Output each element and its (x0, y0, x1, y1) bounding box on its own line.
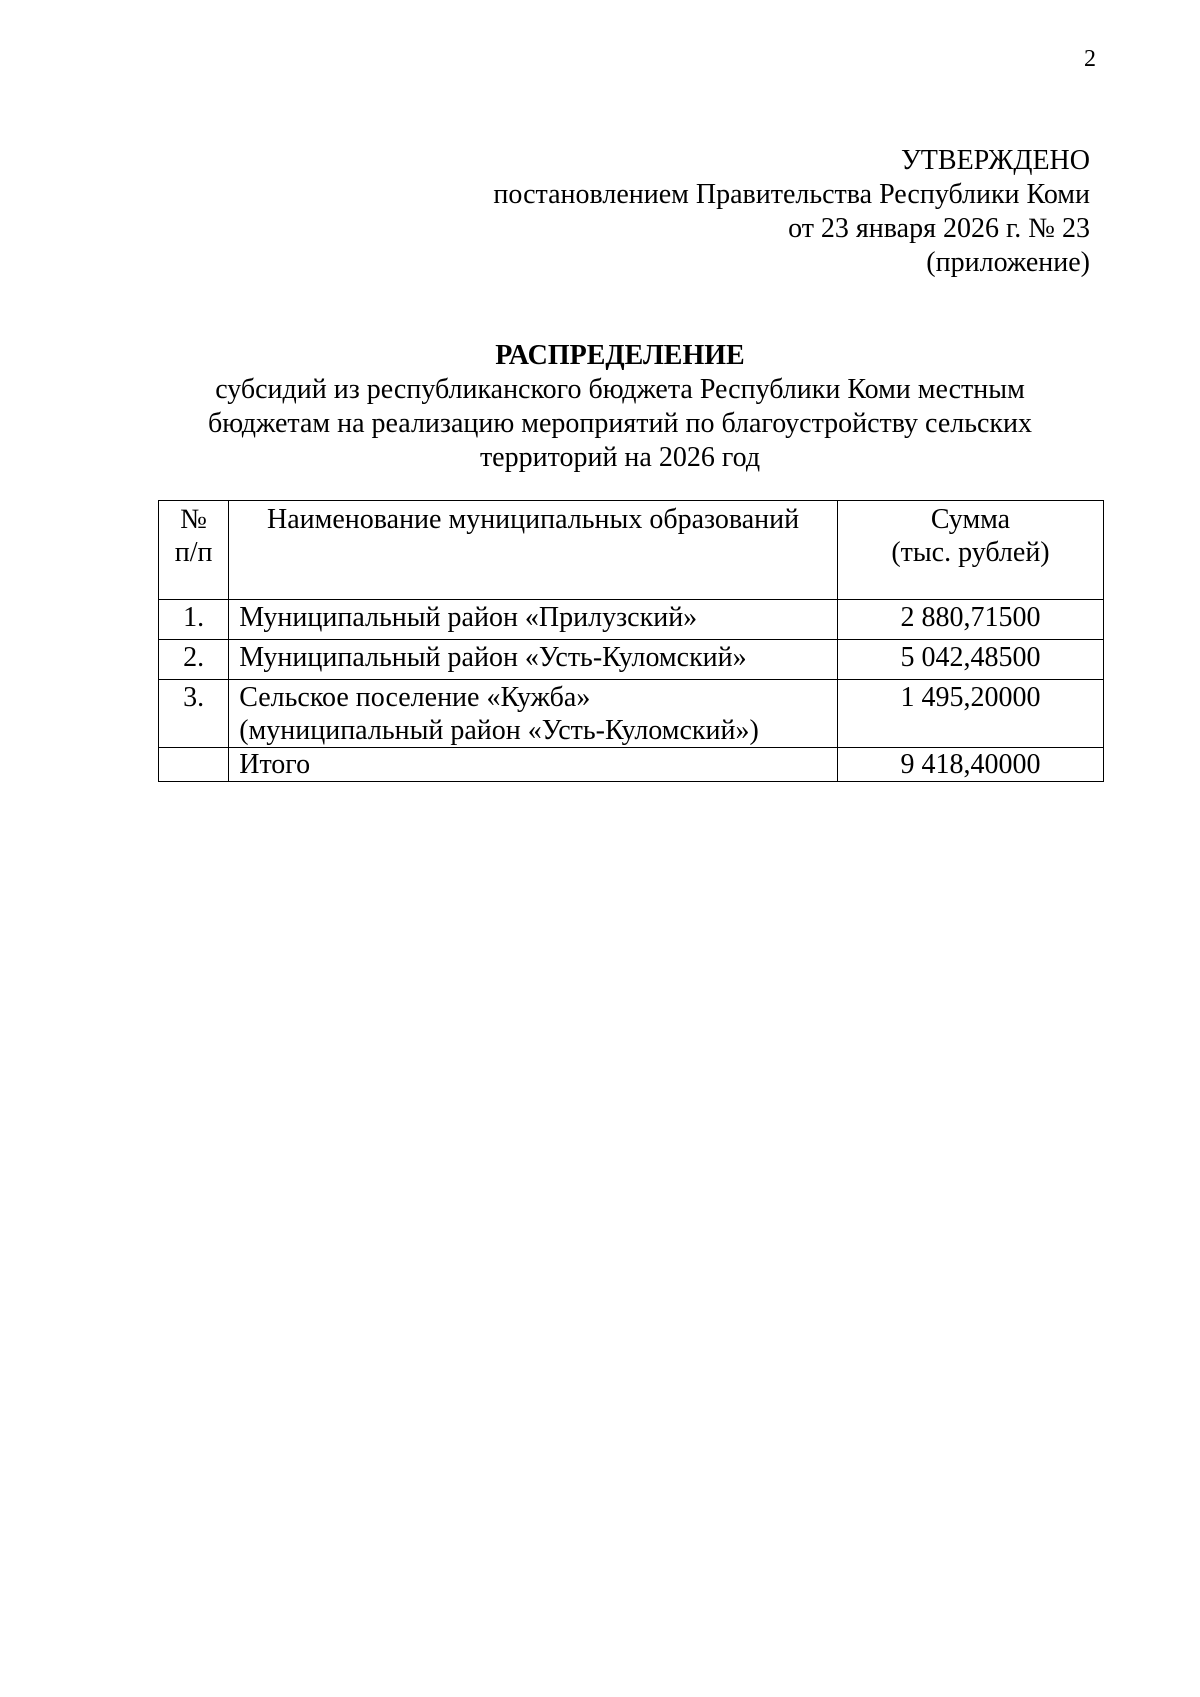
table-header-row (159, 501, 1104, 600)
row-sum: 2 880,71500 (837, 600, 1103, 640)
row-name-line-1: Муниципальный район «Усть-Куломский» (239, 642, 747, 673)
row-name (229, 640, 838, 680)
total-num (159, 748, 229, 782)
approval-title: УТВЕРЖДЕНО (900, 145, 1090, 176)
approval-appendix: (приложение) (926, 247, 1090, 278)
row-sum: 5 042,48500 (837, 640, 1103, 680)
row-num: 1. (159, 600, 229, 640)
row-name (229, 600, 838, 640)
approval-stamp (390, 144, 1090, 280)
table-row (159, 640, 1104, 680)
table-row (159, 680, 1104, 748)
document-subtitle-line-3: территорий на 2026 год (479, 442, 761, 473)
header-num (159, 501, 229, 600)
row-name (229, 680, 838, 748)
document-heading: РАСПРЕДЕЛЕНИЕ (495, 340, 745, 371)
document-subtitle-line-2: бюджетам на реализацию мероприятий по благоустройству сельских (207, 408, 1033, 439)
row-name-line-1: Сельское поселение «Кужба» (239, 682, 591, 713)
header-name (229, 501, 838, 600)
header-sum-line-2: (тыс. рублей) (891, 537, 1050, 568)
header-sum (837, 501, 1103, 600)
header-num-line-1: № (180, 504, 207, 535)
page-number: 2 (1084, 46, 1096, 72)
row-name-line-2: (муниципальный район «Усть-Куломский») (239, 715, 759, 746)
total-label: Итого (229, 748, 838, 782)
header-num-line-2: п/п (174, 537, 213, 568)
row-name-line-1: Муниципальный район «Прилузский» (239, 602, 698, 633)
table-total-row (159, 748, 1104, 782)
approval-date: от 23 января 2026 г. № 23 (788, 213, 1090, 244)
document-subtitle-line-1: субсидий из республиканского бюджета Республики Коми местным (215, 374, 1025, 405)
document-title-block (170, 339, 1070, 475)
table-row (159, 600, 1104, 640)
row-num: 2. (159, 640, 229, 680)
row-num: 3. (159, 680, 229, 748)
header-sum-line-1: Сумма (930, 504, 1011, 535)
total-sum: 9 418,40000 (837, 748, 1103, 782)
header-name-text: Наименование муниципальных образований (267, 504, 800, 535)
approval-resolution: постановлением Правительства Республики Коми (493, 179, 1090, 210)
row-sum: 1 495,20000 (837, 680, 1103, 748)
distribution-table (158, 500, 1104, 782)
